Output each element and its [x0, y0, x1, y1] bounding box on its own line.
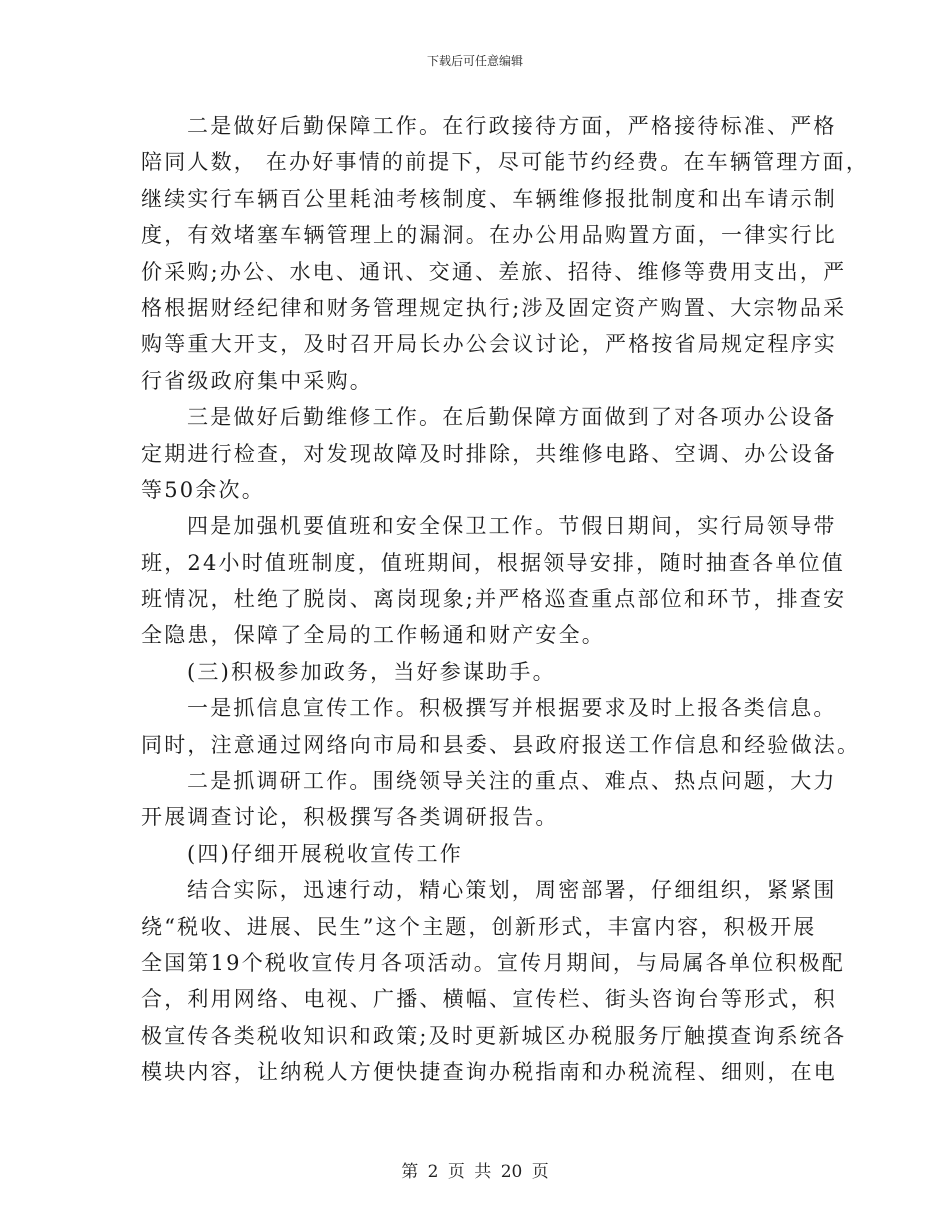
text-line: 结合实际，迅速行动，精心策划，周密部署，仔细组织，紧紧围	[187, 878, 837, 903]
text-line: 等50余次。	[141, 477, 265, 502]
text-line: 合，利用网络、电视、广播、横幅、宣传栏、街头咨询台等形式，积	[141, 987, 837, 1012]
text-line: 全国第19个税收宣传月各项活动。宣传月期间，与局属各单位积极配	[141, 950, 845, 975]
text-line: 三是做好后勤维修工作。在后勤保障方面做到了对各项办公设备	[187, 405, 837, 430]
text-line: 绕“税收、进展、民生”这个主题，创新形式，丰富内容，积极开展	[141, 914, 817, 939]
page-footer: 第 2 页 共 20 页	[401, 1162, 549, 1182]
text-line: 一是抓信息宣传工作。积极撰写并根据要求及时上报各类信息。	[187, 696, 837, 721]
text-line: (四)仔细开展税收宣传工作	[187, 841, 463, 866]
text-line: 四是加强机要值班和安全保卫工作。节假日期间，实行局领导带	[187, 514, 837, 539]
text-line: 格根据财经纪律和财务管理规定执行;涉及固定资产购置、大宗物品采	[141, 295, 847, 320]
page-header: 下载后可任意编辑	[426, 54, 523, 68]
text-line: 班，24小时值班制度，值班期间，根据领导安排，随时抽查各单位值	[141, 550, 845, 575]
text-line: 模块内容，让纳税人方便快捷查询办税指南和办税流程、细则，在电	[141, 1060, 837, 1085]
text-line: 全隐患，保障了全局的工作畅通和财产安全。	[141, 623, 605, 648]
text-line: 二是抓调研工作。围绕领导关注的重点、难点、热点问题，大力	[187, 769, 837, 794]
text-line: 定期进行检查，对发现故障及时排除，共维修电路、空调、办公设备	[141, 441, 837, 466]
text-line: 度，有效堵塞车辆管理上的漏洞。在办公用品购置方面，一律实行比	[141, 223, 837, 248]
text-line: 同时，注意通过网络向市局和县委、县政府报送工作信息和经验做法。	[141, 732, 861, 757]
text-line: 陪同人数， 在办好事情的前提下，尽可能节约经费。在车辆管理方面，	[141, 150, 870, 175]
text-line: 班情况，杜绝了脱岗、离岗现象;并严格巡查重点部位和环节，排查安	[141, 587, 847, 612]
text-line: 行省级政府集中采购。	[141, 368, 373, 393]
text-line: 购等重大开支，及时召开局长办公会议讨论，严格按省局规定程序实	[141, 332, 837, 357]
text-line: 继续实行车辆百公里耗油考核制度、车辆维修报批制度和出车请示制	[141, 186, 837, 211]
document-body	[141, 108, 870, 1091]
text-line: 开展调查讨论，积极撰写各类调研报告。	[141, 805, 559, 830]
text-line: (三)积极参加政务，当好参谋助手。	[187, 659, 556, 684]
text-line: 二是做好后勤保障工作。在行政接待方面，严格接待标准、严格	[187, 114, 837, 138]
text-line: 价采购;办公、水电、通讯、交通、差旅、招待、维修等费用支出，严	[141, 259, 847, 284]
text-line: 极宣传各类税收知识和政策;及时更新城区办税服务厅触摸查询系统各	[141, 1023, 847, 1048]
